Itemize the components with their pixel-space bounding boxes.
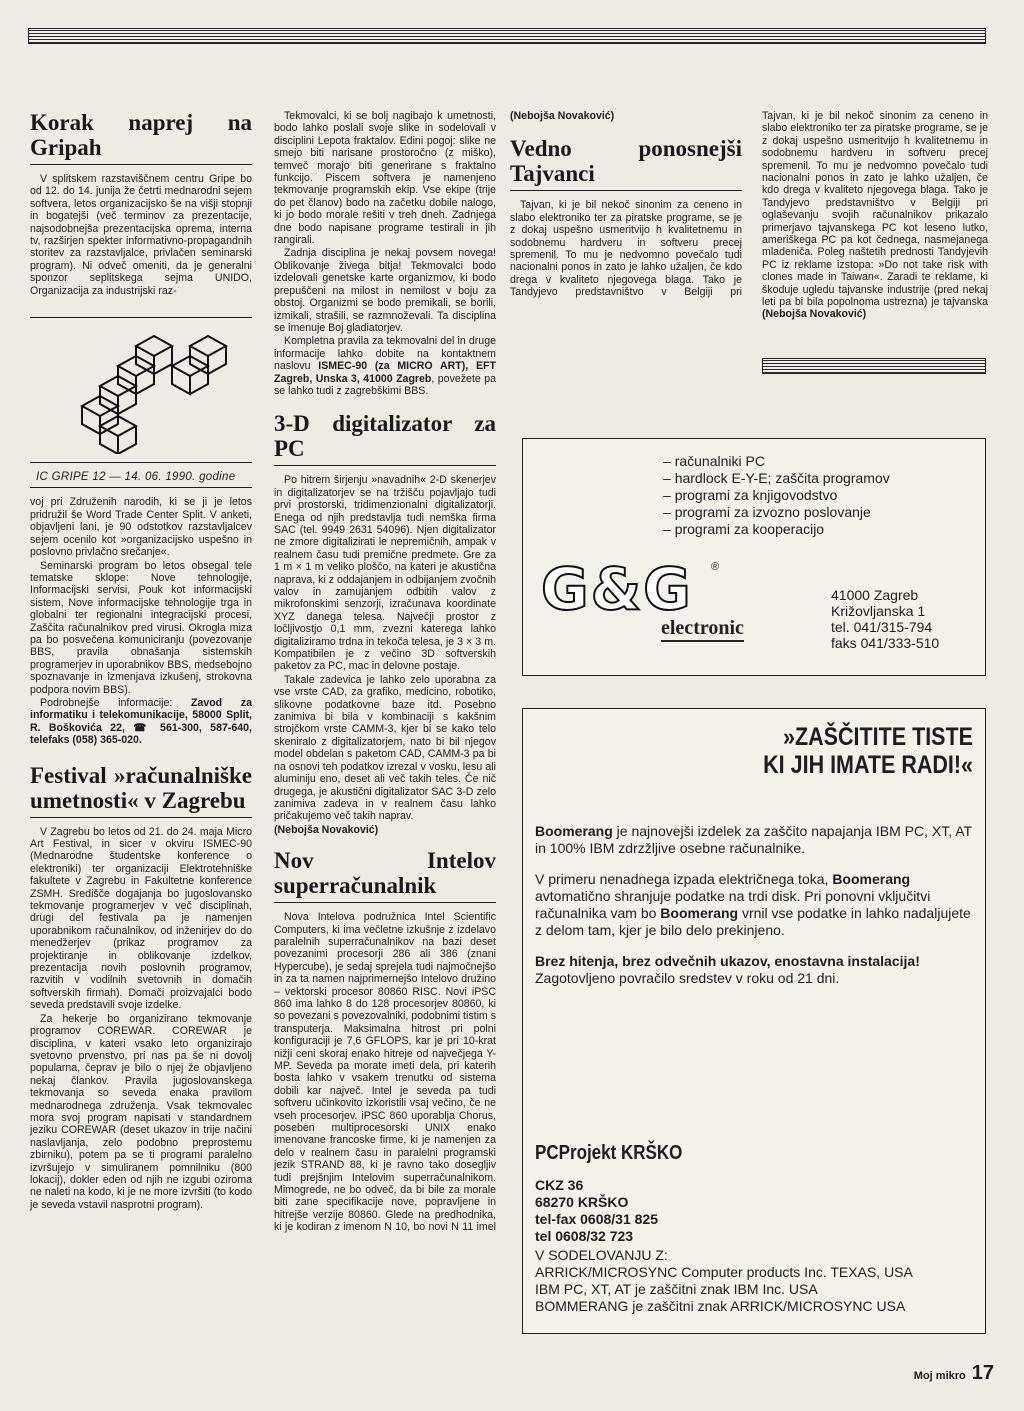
address-line: 41000 Zagreb	[831, 587, 919, 603]
article1-info	[30, 697, 252, 747]
headline-korak-naprej: Korak naprej na Gripah	[30, 110, 252, 160]
article5-continued	[762, 110, 988, 320]
article4-paragraph: Nova Intelova podružnica Intel Scientific Computers, ki ima večletne izkušnje z izdelavo paralelnih superračunalnikov na bazi deset povezanimi procesorji 286 ali 386 (znani Hypercube), je sedaj spreјela tudi najmočnejšo in za ta namen najprimernejšo Intelovo družino – vektorski procesor 80860 RISC. Novi iPSC 860 ima lahko 8 do 128 procesorjev 80860, ki so povezani s povezovalniki, podobnimi tistim s transputerja. Maksimalna hitrost pri polni konfiguraciji je 7,6 GFLOPS, kar je pri 10-krat nižji ceni skoraj enako hitreje od največjega Y-MP. Seveda pa morate imeti dela, pri katerih bosta lahko v vsakem trenutku od sistema dobili kar največ. Intel je seveda pa tudi softveru učinkovito izkoristili vsaj večino, če ne vseh procesorjev. iPSC 860 uporablja Chorus, poseben multiprocesorski UNIX enako imenovane francoske firme, ki je namenjen za delo v realnem času in paralelni programski jezik STRAND 88, ki je ravno tako dosegljiv tudi prejšnjim Intelovim superračunalnikom. Mimogrede, ne bo odveč, da bi bile za morale biti zane specifikacije nove, popravljene in hitrejše verzije 80860. Glede na predhodnika, ki je kodiran z imenom N 10, bo novi N 11 imel	[274, 911, 496, 1234]
page-number: 17	[971, 1362, 994, 1384]
product-item: – računalniki PC	[663, 453, 890, 470]
boomerang-paragraph	[535, 823, 973, 857]
registered-mark: ®	[711, 561, 720, 573]
tagline: Brez hitenja, brez odvečnih ukazov, enostavna instalacija!	[535, 953, 920, 969]
boomerang-ad	[522, 708, 986, 1334]
article2-paragraph: Za hekerje bo organizirano tekmovanje programov COREWAR. COREWAR je disciplina, v kateri vsako leto organizirajo svetovno prvenstvo, pri nas pa še ni dovolj popularna, čeprav je bilo o njej že objavljeno nekaj člankov. Pravila jugoslovanskega tekmovanja so seveda enaka pravilom mednarodnega združenja. Vsak tekmovalec mora svoj program napisati v standardnem jeziku COREWAR (deset ukazov in trije načini naslavljanja, zelo podobno preprostemu zbirniku), potem pa se ti programi paralelno izvršujejo v simuliranem pomnilniku (800 lokacij), dokler eden od njih ne izgubi oziroma ne naleti na kodo, ki je ne more izvršiti (to kodo je seveda vstavil nasprotni program).	[30, 1012, 252, 1211]
slogan-line: »ZAŠČITITE TISTE	[783, 723, 973, 751]
paragraph-text: avtomatično shranjuje podatke na trdi disk. Pri ponovni vključitvi računalnika vam bo	[535, 888, 931, 921]
paragraph-text: je najnovejši izdelek za zaščito napajanja IBM PC, XT, AT in 100% IBM zdrzžljive osebne računalnike.	[535, 823, 972, 856]
article5-text: Tajvan, ki je bil nekoč sinonim za ceneno in slabo elektroniko ter za piratske programe, se je z dokaj uspešno usmeritvijo h kvalitetnemu in sodobnemu hardveru in softveru precej spremenil. To mu je nedvomno povečalo tudi nacionalni ponos in zato je lahko užaljen, če kdo drega v kvaliteto njegovega blaga. Tako je Tandyjevo predstavništvo v Belgiji pri oglaševanju svojih računalnikov prikazalo primerjavo tajvanskega PC kot leseno lutko, ameriškega PC pa kot čednega, nasmejanega mladeniča. Poleg naštetih prednosti Tandyjevih PC iz reklame izstopa: »Do not take risk with clones made in Taiwan«. Zaradi te reklame, ki škoduje ugledu tajvanske industrije (pred nekaj leti pa bi bila popolnoma ustrezna) je tajvanska	[762, 110, 988, 308]
headline-3d-digitalizator: 3-D digitalizator za PC	[274, 411, 496, 462]
gg-address	[831, 587, 939, 651]
headline-festival: Festival »računalniške umetnosti« v Zagrebu	[30, 762, 252, 813]
article2-info	[274, 335, 496, 397]
brand-name: Boomerang	[832, 871, 911, 887]
product-list	[663, 453, 890, 538]
slogan-line: KI JIH IMATE RADI!«	[763, 751, 973, 779]
article2-paragraph: Tekmovalci, ki se bolj nagibajo k umetnosti, bodo lahko poslali svoje slike in sodelovali v disciplini Lepota fraktalov. Edini pogoj: slike ne smejo biti narisane prostoročno (z miško), temveč morajo biti generirane s fraktalno funkcijo. Piscem softvera je namenjeno tekmovanje programskih ekip. Vse ekipe (trije do pet članov) bodo na začetku dobile nalogo, ki jo bodo morale rešiti v treh dneh. Zadnjega dne bodo napisane programe testirali in jih rangirali.	[274, 110, 496, 247]
boomerang-paragraph	[535, 953, 973, 987]
fax-line: faks 041/333-510	[831, 635, 940, 651]
info-label: Kompletna pravila za tekmovalni del in druge informacije lahko dobite na kontaktnem naslovu	[274, 335, 496, 373]
column-1	[30, 110, 252, 1212]
gg-logo-subtitle: electronic	[661, 617, 744, 642]
info-address: Zavod za informatiku i telekomunikacije, 58000 Split, R. Boškovića 22, ☎ 561-300, 587-640, telefaks (058) 365-020.	[30, 696, 252, 747]
column-3	[510, 110, 742, 300]
info-address: ISMEC-90 (za MICRO ART), EFT Zagreb, Unska 3, 41000 Zagreb	[274, 360, 496, 385]
article1-paragraph: voj pri Združenih narodih, ki se ji je letos pridružil še Word Trade Center Split. V anketi, objavljeni lani, je 90 odstotkov razstavljalcev sejem ocenilo kot »organizacijsko uspešno in poslovno privlačno srečanje«.	[30, 496, 252, 559]
top-header-stripe	[28, 28, 986, 44]
logo-caption: IC GRIPE 12 — 14. 06. 1990. godine	[36, 471, 236, 484]
phone-line: tel. 041/315-794	[831, 619, 933, 635]
headline-rule	[274, 902, 496, 903]
cooperation-title: V SODELOVANJU Z:	[535, 1247, 668, 1263]
slogan-block	[535, 723, 973, 779]
author-byline: (Nebojša Novaković)	[762, 308, 867, 320]
column-4	[762, 110, 988, 321]
gg-electronic-ad	[522, 438, 986, 676]
cooperation-line: IBM PC, XT, AT je zaščitni znak IBM Inc. USA	[535, 1281, 818, 1297]
article2-paragraph: Zadnja disciplina je nekaj povsem novega! Oblikovanje živega bitja! Tekmovalci bodo izdelovali genetske karte organizmov, ki bodo prepuščeni na milost in nemilost v boju za obstoj. Organizmi se bodo premikali, se borili, izmikali, strašili, se razmnoževali. Ta disciplina se imenuje Boj gladiatorjev.	[274, 247, 496, 334]
contact-line: 68270 KRŠKO	[535, 1194, 629, 1210]
product-item: – programi za izvozno poslovanje	[663, 504, 890, 521]
boomerang-text	[535, 823, 973, 987]
headline-rule	[510, 190, 742, 191]
logo-bottom-rule	[30, 462, 252, 463]
gg-logo	[541, 555, 801, 649]
article3-paragraph: Takale zadevica je lahko zelo uporabna za vse vrste CAD, za grafiko, medicino, robotiko, slikovne podatkovne baze itd. Posebno zanimiva bi bila v kombinaciji s kakšnim strojčkom vrste CAMM-3, kjer bi se kako telo skeniralo z digitalizatorjem, nato bi bil njegov model obdelan s paketom CAD, CAMM-3 pa bi na osnovi teh podatkov izrezal v vosku, lesu ali aluminiju eno, deset ali več takih teles. Če nič drugega, je akustični digitalizator SAC 3-D zelo zanimiva zadeva in v realnem času lahko pričakujemo več takih naprav.	[274, 673, 496, 823]
product-item: – programi za kooperacijo	[663, 521, 890, 538]
caption-rule	[30, 487, 252, 488]
gg-logo-text: G&G	[541, 555, 693, 623]
cooperation-line: ARRICK/MICROSYNC Computer products Inc. TEXAS, USA	[535, 1264, 913, 1280]
article3-paragraph: Po hitrem širjenju »navadnih« 2-D skenerjev in digitalizatorjev se na tržišču pojavljajo tudi prvi prostorski, tridimenzionalni digitalizatorji. Enega od njih predstavlja tudi nemška firma SAC (tel. 9949 2631 54096). Njen digitalizator ne zmore digitalizirati le nepremičnih, ampak v realnem času tudi premične predmete. Gre za 1 m × 1 m veliko ploščo, na kateri je akustična naprava, ki z oddajanjem in odbijanjem zvočnih valov in zamujanjem odbitih valov z mikrofonskimi senzorji, izračunava koordinate XYZ danega telesa. Največji prostor z ločljivostjo 0,1 mm, zvezni katerega lahko digitaliziramo trdna in tekoča telesa, je 3 × 3 m. Kompatibilen je z večino 3D softverskih paketov za PC, mac in delovne postaje.	[274, 474, 497, 673]
headline-tajvanci: Vedno ponosnejši Tajvanci	[510, 136, 742, 187]
page-folio	[914, 1362, 994, 1385]
cooperation-block	[535, 1247, 913, 1315]
headline-rule	[30, 817, 252, 818]
address-line: Križovljanska 1	[831, 603, 926, 619]
ic-gripe-logo	[30, 326, 252, 454]
brand-name: Boomerang	[535, 823, 613, 839]
product-item: – programi za knjigovodstvo	[663, 487, 890, 504]
paragraph-text: V primeru nenadnega izpada električnega toka,	[535, 871, 833, 887]
headline-rule	[274, 465, 496, 466]
cooperation-line: BOMMERANG je zaščitni znak ARRICK/MICROSYNC USA	[535, 1298, 906, 1314]
paragraph-text: vrnil vse podatke in lahko nadaljujete z delom tam, kjer je bilo delo prekinjeno.	[535, 905, 971, 938]
article1-paragraph: V splitskem razstaviščnem centru Gripe bo od 12. do 14. junija že četrti mednarodni sejem softvera, letos organizacijsko še na višji stopnji in bogatejši (več terminov za prezentacije, najsodobnejša prezentacijska oprema, interna tv, razširjen spekter informativno-propagandnih storitev za razstavljalce, privlačen seminarski program). Ni odveč omeniti, da je generalni sponzor seplitskega sejma UNIDO, Organizacija za industrijski raz-	[30, 173, 252, 297]
author-byline: (Nebojša Novaković)	[274, 823, 379, 836]
info-label: Podrobnejše informacije:	[40, 696, 191, 709]
contact-line: tel-fax 0608/31 825	[535, 1211, 658, 1227]
headline-rule	[30, 164, 252, 165]
column-2	[274, 110, 496, 1234]
article1-paragraph: Seminarski program bo letos obsegal tele tematske sklope: Nove tehnologije, Informacijski servisi, Pouk kot informacijski sistem, Nove informacijske tehnologije trga in globalni ter regionalni integracijski procesi, Zaščita računalnikov pred virusi. Okrogla miza pa bo posvečena komuniciranju (povezovanje BBS, pravila obnašanja sistemskih programerjev in uporabnikov BBS, medsebojno spoznavanje in izmenjava izkušenj, strokovna podpora novim BBS).	[30, 559, 253, 696]
magazine-name: Moj mikro	[913, 1370, 966, 1382]
cubes-logo-icon	[30, 326, 252, 454]
brand-name: Boomerang	[660, 905, 739, 921]
paragraph-text: Zagotovljeno povračilo sredstev v roku od 21 dni.	[535, 970, 840, 986]
author-byline: (Nebojša Novaković)	[510, 110, 615, 122]
company-block	[535, 1141, 708, 1245]
article5-paragraph: Tajvan, ki je bil nekoč sinonim za ceneno in slabo elektroniko ter za piratske programe, se je z dokaj uspešno usmeritvijo h kvalitetnemu in sodobnemu hardveru in softveru precej spremenil. To mu je nedvomno povečalo tudi nacionalni ponos in zato je lahko užaljen, če kdo drega v kvaliteto njegovega blaga. Tako je Tandyjevo predstavništvo v Belgiji pri	[510, 199, 742, 299]
headline-intel: Nov Intelov superračunalnik	[274, 848, 496, 899]
product-item: – hardlock E-Y-E; zaščita programov	[663, 470, 890, 487]
mid-stripe	[762, 358, 986, 374]
company-name: PCProjekt KRŠKO	[535, 1142, 683, 1164]
logo-top-rule	[30, 317, 252, 318]
contact-line: CKZ 36	[535, 1177, 584, 1193]
boomerang-paragraph	[535, 871, 973, 939]
intel-continued-byline	[510, 110, 742, 122]
contact-line: tel 0608/32 723	[535, 1228, 634, 1244]
info-suffix: , povežete pa se lahko tudi z zagrebškimi BBS.	[274, 372, 496, 397]
article2-paragraph: V Zagrebu bo letos od 21. do 24. maja Micro Art Festival, in sicer v okviru ISMEC-90 (Mednarodne študentske konference o elektroniki) ter organizaciji Elektrotehniške fakultete v Zagrebu in Fakultetne konference ZSMH. Središče dogajanja bo jugoslovansko tekmovanje programerjev v več disciplinah, drugi del festivala pa je namenjen uporabnikom računalnikov, od inženirjev do do menedžerjev (prikaz programov za projektiranje in oblikovanje izdelkov, prezentacija novih poslovnih programov, razvitih v vodilnih svetovnih in domačih softverskih firmah). Domači proizvajalci bodo seveda predstavili svoje izdelke.	[30, 825, 252, 1012]
